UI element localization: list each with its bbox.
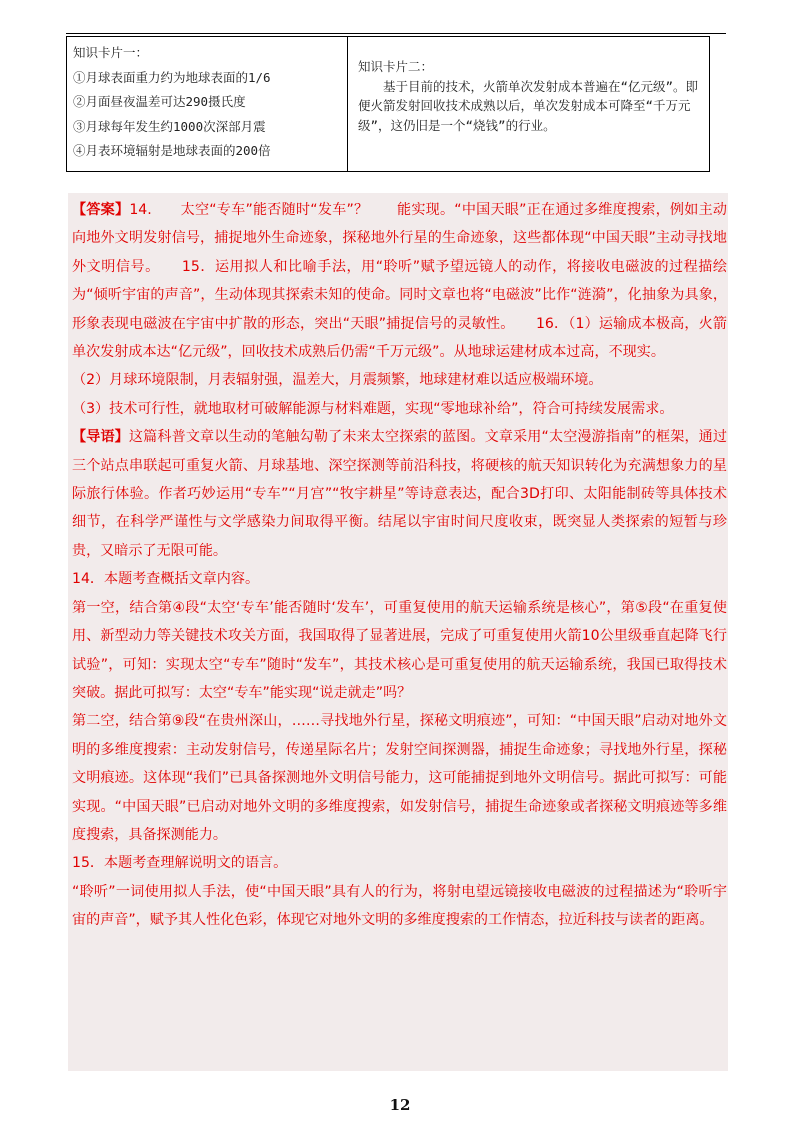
card1-item: ①月球表面重力约为地球表面的1/6 [73, 69, 271, 85]
top-rule [66, 33, 726, 34]
answer-paragraph [72, 196, 727, 366]
knowledge-card-1 [67, 37, 348, 172]
analysis-paragraph: 14．本题考查概括文章内容。 [72, 571, 260, 588]
card1-item: ③月球每年发生约1000次深部月震 [73, 118, 266, 134]
card1-item: ④月表环境辐射是地球表面的200倍 [73, 143, 271, 158]
card2-text: 基于目前的技术，火箭单次发射成本普遍在“亿元级”。即便火箭发射回收技术成熟以后，单次发射成本可降至“千万元级”，这仍旧是一个“烧钱”的行业。 [358, 78, 699, 133]
analysis-paragraph: 第二空，结合第⑨段“在贵州深山，……寻找地外行星，探秘文明痕迹”，可知：“中国天眼”启动对地外文明的多维度搜索：主动发射信号，传递星际名片；发射空间探测器，捕捉生命迹象；寻找地外行星，探秘文明痕迹。这体现“我们”已具备探测地外文明信号能力，这可能捕捉到地外文明信号。据此可拟写：可能实现。“中国天眼”已启动对地外文明的多维度搜索，如发射信号，捕捉生命迹象或者探秘文明痕迹等多维度搜索，具备探测能力。 [72, 713, 727, 843]
knowledge-card-2 [348, 37, 710, 172]
answer-content [72, 196, 727, 935]
card2-title: 知识卡片二： [358, 59, 434, 74]
answer-point: （3）技术可行性，就地取材可破解能源与材料难题，实现“零地球补给”，符合可持续发展需求。 [72, 400, 674, 417]
page-number: 12 [389, 1096, 411, 1114]
card1-title: 知识卡片一： [73, 45, 149, 60]
answer-point: （2）月球环境限制，月表辐射强，温差大，月震频繁，地球建材难以适应极端环境。 [72, 372, 603, 389]
guide-label: 【导语】 [72, 429, 129, 446]
answer-label: 【答案】 [72, 202, 130, 218]
guide-text: 这篇科普文章以生动的笔触勾勒了未来太空探索的蓝图。文章采用“太空漫游指南”的框架，通过三个站点串联起可重复火箭、月球基地、深空探测等前沿科技，将硬核的航天知识转化为充满想象力的星际旅行体验。作者巧妙运用“专车”“月宫”“牧宇耕星”等诗意表达，配合3D打印、太阳能制砖等具体技术细节，在科学严谨性与文学感染力间取得平衡。结尾以宇宙时间尺度收束，既突显人类探索的短暂与珍贵，又暗示了无限可能。 [72, 429, 727, 559]
answer-text: 14. 太空“专车”能否随时“发车”？ 能实现。“中国天眼”正在通过多维度搜索，例如主动向地外文明发射信号，捕捉地外生命迹象，探秘地外行星的生命迹象，这些都体现“中国天眼”主动寻找地外文明信号。 15．运用拟人和比喻手法，用“聆听”赋予望远镜人的动作，将接收电磁波的过程描绘为“倾听宇宙的声音”，生动体现其探索未知的使命。同时文章也将“电磁波”比作“涟漪”，化抽象为具象，形象表现电磁波在宇宙中扩散的形态，突出“天眼”捕捉信号的灵敏性。 16．（1）运输成本极高，火箭单次发射成本达“亿元级”，回收技术成熟后仍需“千万元级”。从地球运建材成本过高，不现实。 [72, 202, 728, 361]
analysis-paragraph: 15．本题考查理解说明文的语言。 [72, 855, 288, 872]
knowledge-cards-table [66, 36, 710, 172]
card1-item: ②月面昼夜温差可达290摄氏度 [73, 94, 246, 109]
analysis-paragraph: “聆听”一词使用拟人手法，使“中国天眼”具有人的行为，将射电望远镜接收电磁波的过程描述为“聆听宇宙的声音”，赋予其人性化色彩，体现它对地外文明的多维度搜索的工作情态，拉近科技与读者的距离。 [72, 883, 727, 929]
analysis-paragraph: 第一空，结合第④段“太空‘专车’能否随时‘发车’，可重复使用的航天运输系统是核心”，第⑤段“在重复使用、新型动力等关键技术攻关方面，我国取得了显著进展，完成了可重复使用火箭10公里级垂直起降飞行试验”，可知：实现太空“专车”随时“发车”，其技术核心是可重复使用的航天运输系统，我国已取得技术突破。据此可拟写：太空“专车”能实现“说走就走”吗？ [72, 599, 727, 701]
guide-paragraph [72, 423, 727, 565]
